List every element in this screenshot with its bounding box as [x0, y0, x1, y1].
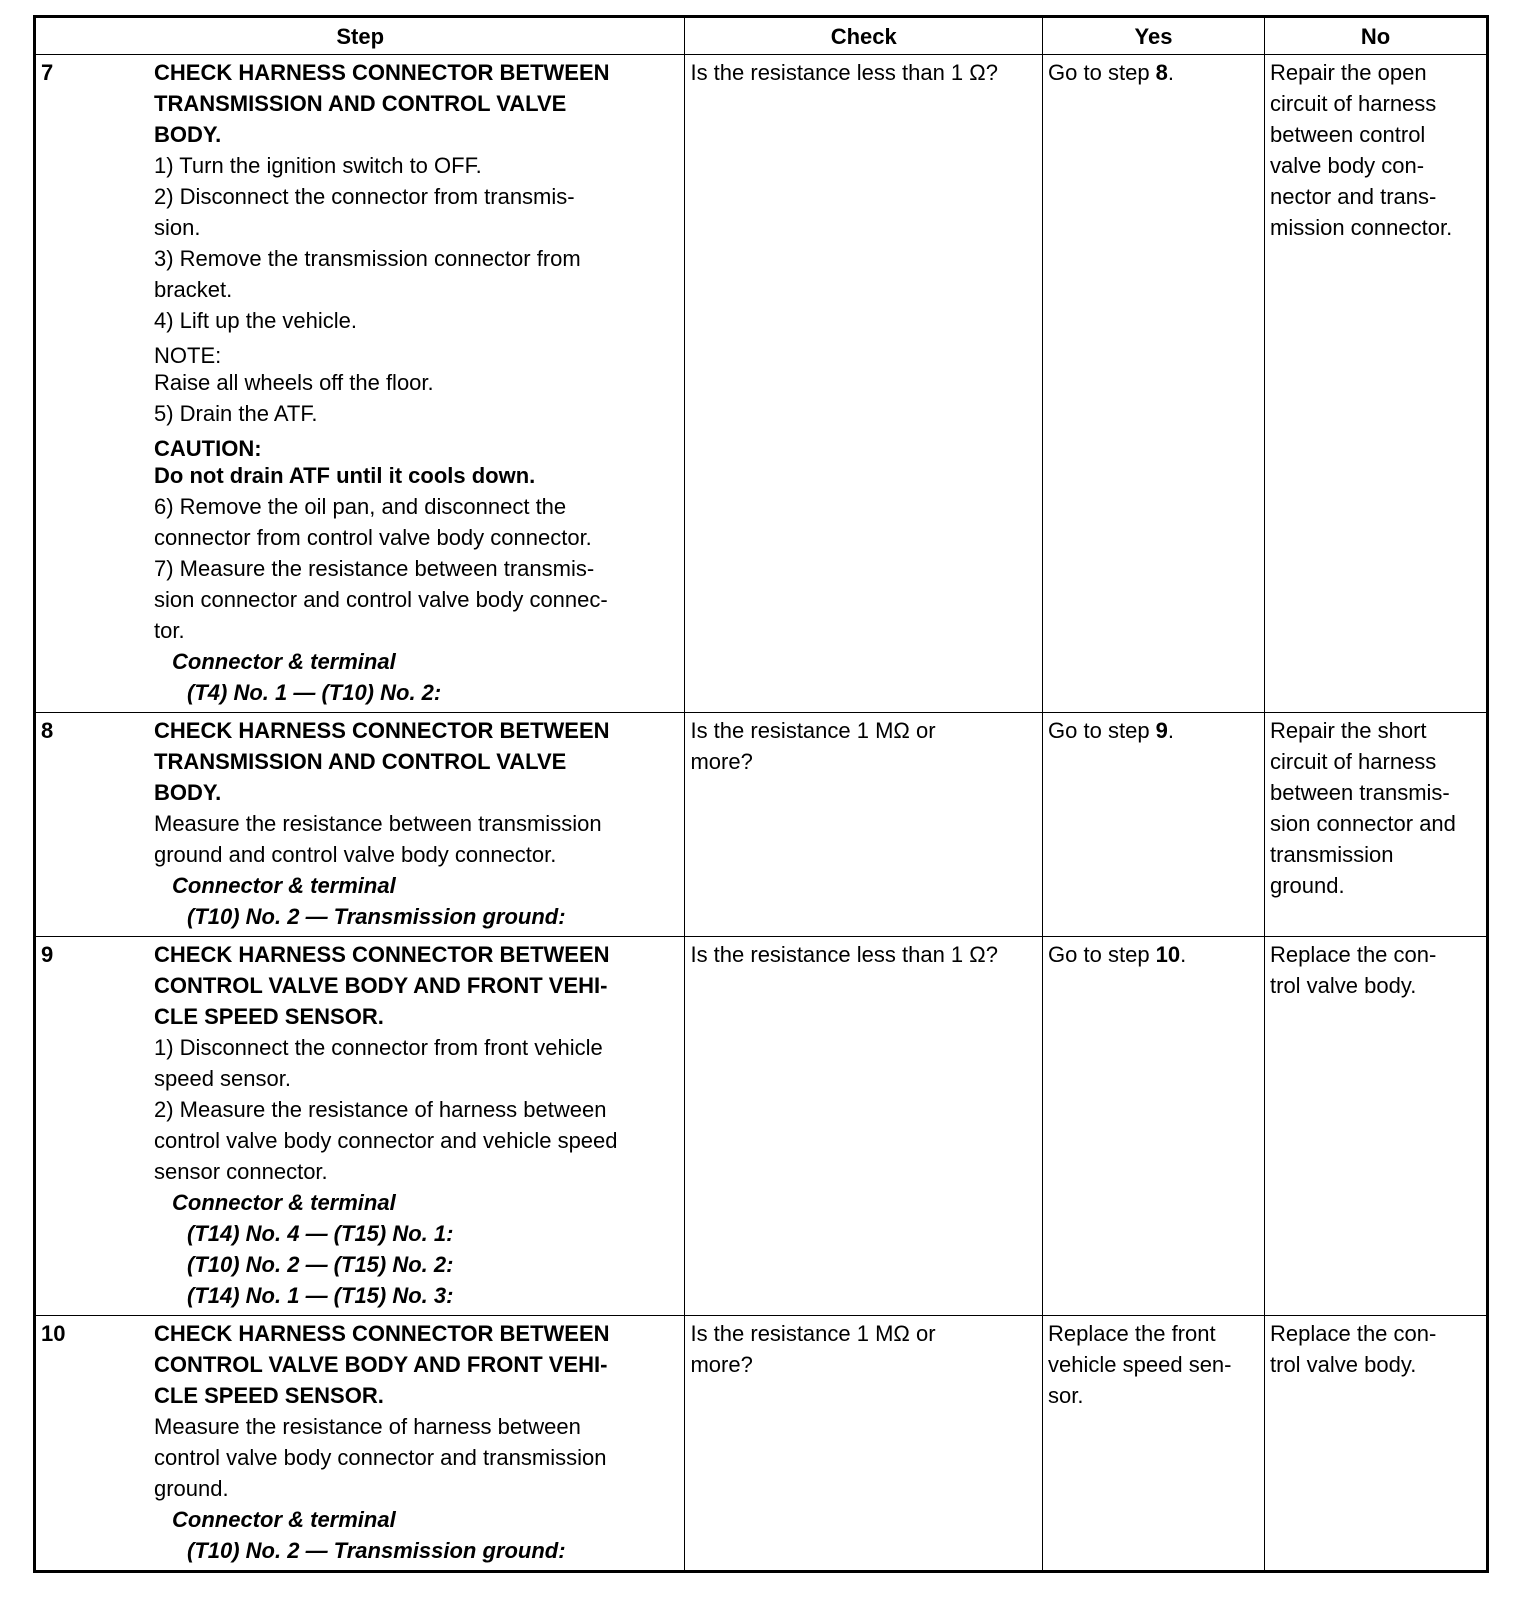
header-yes: Yes: [1043, 17, 1265, 55]
note-text: Raise all wheels off the floor.: [154, 370, 434, 395]
check-cell: [685, 55, 1043, 713]
step-cell: [35, 55, 685, 713]
step-instruction: 6) Remove the oil pan, and disconnect the: [154, 494, 567, 519]
step-instruction: connector from control valve body connector.: [154, 525, 592, 550]
check-text: Is the resistance 1 MΩ or: [690, 718, 936, 743]
table-row: [35, 55, 1488, 713]
yes-suffix: .: [1180, 942, 1187, 967]
step-title-line: BODY.: [154, 122, 222, 147]
step-instruction: 1) Disconnect the connector from front vehicle: [154, 1035, 603, 1060]
header-step: Step: [35, 17, 685, 55]
step-title-line: CHECK HARNESS CONNECTOR BETWEEN: [154, 1321, 610, 1346]
no-text: between control: [1270, 122, 1426, 147]
no-text: Repair the open: [1270, 60, 1427, 85]
no-text: ground.: [1270, 873, 1345, 898]
connector-terminal: (T14) No. 1 — (T15) No. 3:: [187, 1283, 454, 1308]
yes-cell: [1043, 55, 1265, 713]
no-text: Replace the con-: [1270, 942, 1437, 967]
no-text: sion connector and: [1270, 811, 1456, 836]
step-instruction: sion.: [154, 215, 201, 240]
step-title-line: BODY.: [154, 780, 222, 805]
no-cell: [1265, 713, 1488, 937]
step-instruction: 7) Measure the resistance between transmis-: [154, 556, 595, 581]
step-number: 7: [41, 60, 54, 85]
no-text: mission connector.: [1270, 215, 1453, 240]
yes-prefix: Go to step: [1048, 718, 1156, 743]
table-row: [35, 713, 1488, 937]
step-instruction: ground and control valve body connector.: [154, 842, 557, 867]
header-check: Check: [685, 17, 1043, 55]
step-title-line: CONTROL VALVE BODY AND FRONT VEHI-: [154, 1352, 608, 1377]
step-instruction: control valve body connector and transmission: [154, 1445, 607, 1470]
step-instruction: bracket.: [154, 277, 233, 302]
step-body: [154, 55, 684, 712]
connector-terminal: (T10) No. 2 — (T15) No. 2:: [187, 1252, 454, 1277]
no-cell: [1265, 55, 1488, 713]
note-label: NOTE:: [154, 343, 222, 368]
step-instruction: sensor connector.: [154, 1159, 328, 1184]
yes-cell: [1043, 1316, 1265, 1572]
step-title-line: CHECK HARNESS CONNECTOR BETWEEN: [154, 942, 610, 967]
yes-suffix: .: [1167, 718, 1175, 743]
step-body: [154, 1316, 684, 1570]
step-instruction: 1) Turn the ignition switch to OFF.: [154, 153, 482, 178]
check-cell: [685, 937, 1043, 1316]
yes-suffix: .: [1167, 60, 1175, 85]
step-title-line: CLE SPEED SENSOR.: [154, 1383, 384, 1408]
step-instruction: Measure the resistance between transmission: [154, 811, 602, 836]
step-instruction: control valve body connector and vehicle speed: [154, 1128, 618, 1153]
connector-label: Connector & terminal: [172, 1507, 396, 1532]
no-cell: [1265, 937, 1488, 1316]
yes-step-link: 10: [1155, 942, 1181, 967]
check-text: more?: [690, 749, 753, 774]
caution-label: CAUTION:: [154, 436, 262, 461]
connector-terminal: (T10) No. 2 — Transmission ground:: [187, 904, 566, 929]
step-number: 9: [41, 942, 54, 967]
connector-terminal: (T10) No. 2 — Transmission ground:: [187, 1538, 566, 1563]
step-title-line: CONTROL VALVE BODY AND FRONT VEHI-: [154, 973, 608, 998]
yes-cell: [1043, 713, 1265, 937]
step-instruction: speed sensor.: [154, 1066, 291, 1091]
step-cell: [35, 937, 685, 1316]
no-text: transmission: [1270, 842, 1394, 867]
yes-step-link: 8: [1155, 60, 1168, 85]
yes-text: sor.: [1048, 1383, 1084, 1408]
step-cell: [35, 1316, 685, 1572]
connector-label: Connector & terminal: [172, 649, 396, 674]
check-text: Is the resistance less than 1 Ω?: [690, 60, 998, 85]
step-instruction: sion connector and control valve body connec-: [154, 587, 608, 612]
step-number: 8: [41, 718, 54, 743]
yes-text: Replace the front: [1048, 1321, 1216, 1346]
step-body: [154, 713, 684, 936]
yes-text: vehicle speed sen-: [1048, 1352, 1232, 1377]
header-row: [35, 17, 1488, 55]
step-instruction: 4) Lift up the vehicle.: [154, 308, 358, 333]
connector-terminal: (T14) No. 4 — (T15) No. 1:: [187, 1221, 454, 1246]
step-title-line: TRANSMISSION AND CONTROL VALVE: [154, 91, 567, 116]
step-title-line: CLE SPEED SENSOR.: [154, 1004, 384, 1029]
no-text: valve body con-: [1270, 153, 1425, 178]
no-text: Repair the short: [1270, 718, 1427, 743]
no-text: nector and trans-: [1270, 184, 1437, 209]
step-cell: [35, 713, 685, 937]
no-cell: [1265, 1316, 1488, 1572]
step-instruction: 3) Remove the transmission connector from: [154, 246, 581, 271]
step-instruction: ground.: [154, 1476, 229, 1501]
no-text: between transmis-: [1270, 780, 1450, 805]
table-row: [35, 1316, 1488, 1572]
step-title-line: CHECK HARNESS CONNECTOR BETWEEN: [154, 718, 610, 743]
yes-prefix: Go to step: [1048, 60, 1156, 85]
connector-label: Connector & terminal: [172, 1190, 396, 1215]
step-instruction: Measure the resistance of harness between: [154, 1414, 581, 1439]
check-text: Is the resistance 1 MΩ or: [690, 1321, 936, 1346]
step-instruction: 2) Measure the resistance of harness between: [154, 1097, 607, 1122]
header-no: No: [1265, 17, 1488, 55]
diagnostic-table: [33, 15, 1489, 1573]
yes-prefix: Go to step: [1048, 942, 1156, 967]
yes-step-link: 9: [1155, 718, 1168, 743]
connector-terminal: (T4) No. 1 — (T10) No. 2:: [187, 680, 442, 705]
step-body: [154, 937, 684, 1315]
step-number: 10: [41, 1321, 66, 1346]
no-text: trol valve body.: [1270, 1352, 1417, 1377]
yes-cell: [1043, 937, 1265, 1316]
step-instruction: 2) Disconnect the connector from transmis-: [154, 184, 575, 209]
connector-label: Connector & terminal: [172, 873, 396, 898]
no-text: circuit of harness: [1270, 749, 1437, 774]
no-text: Replace the con-: [1270, 1321, 1437, 1346]
step-title-line: TRANSMISSION AND CONTROL VALVE: [154, 749, 567, 774]
check-text: Is the resistance less than 1 Ω?: [690, 942, 998, 967]
no-text: trol valve body.: [1270, 973, 1417, 998]
check-text: more?: [690, 1352, 753, 1377]
check-cell: [685, 713, 1043, 937]
caution-text: Do not drain ATF until it cools down.: [154, 463, 536, 488]
check-cell: [685, 1316, 1043, 1572]
step-title-line: CHECK HARNESS CONNECTOR BETWEEN: [154, 60, 610, 85]
no-text: circuit of harness: [1270, 91, 1437, 116]
table-row: [35, 937, 1488, 1316]
step-instruction: tor.: [154, 618, 185, 643]
step-instruction: 5) Drain the ATF.: [154, 401, 318, 426]
